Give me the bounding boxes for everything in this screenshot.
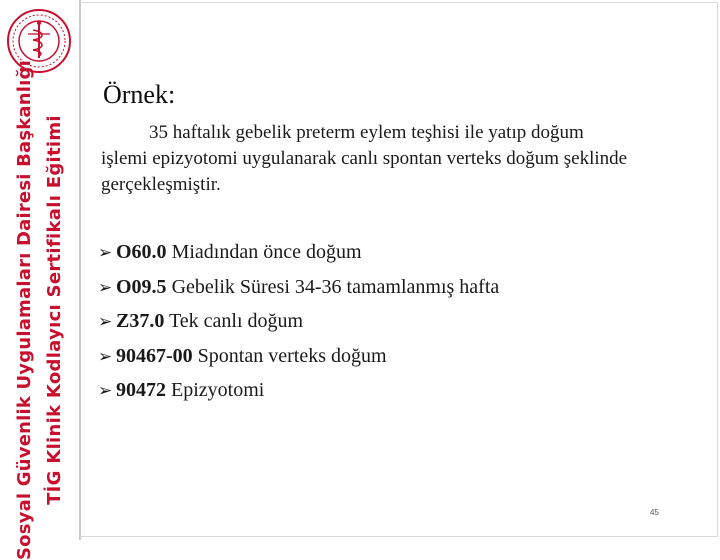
list-item (98, 236, 499, 271)
sidebar-title-line1: Sosyal Güvenlik Uygulamaları Dairesi Başkanlığı (14, 60, 35, 560)
sidebar-title-line2: TİG Klinik Kodlayıcı Sertifikalı Eğitimi (44, 115, 65, 505)
diagnosis-code: Z37.0 (116, 310, 165, 333)
procedure-code: 90467-00 (116, 344, 193, 367)
list-item (98, 271, 499, 306)
arrow-bullet-icon: ➢ (98, 346, 113, 367)
code-description: Gebelik Süresi 34-36 tamamlanmış hafta (166, 275, 500, 298)
page-number: 45 (650, 508, 659, 517)
code-list (98, 236, 499, 409)
diagnosis-code: O09.5 (116, 275, 167, 298)
slide-title: Örnek: (103, 80, 176, 109)
code-description: Epizyotomi (166, 379, 265, 402)
code-description: Spontan verteks doğum (192, 344, 387, 367)
list-item (98, 305, 499, 340)
paragraph-rest: işlemi epizyotomi uygulanarak canlı spontan verteks doğum şeklinde gerçekleşmiştir. (101, 148, 628, 195)
code-description: Miadından önce doğum (166, 241, 362, 263)
arrow-bullet-icon: ➢ (98, 381, 113, 402)
sidebar-vertical-title (10, 60, 70, 560)
list-item (98, 374, 499, 409)
list-item (98, 340, 499, 375)
example-paragraph (101, 120, 711, 198)
arrow-bullet-icon: ➢ (98, 312, 113, 333)
procedure-code: 90472 (116, 379, 166, 402)
arrow-bullet-icon: ➢ (98, 277, 113, 298)
arrow-bullet-icon: ➢ (98, 243, 113, 263)
code-description: Tek canlı doğum (164, 310, 304, 333)
paragraph-first-line: 35 haftalık gebelik preterm eylem teşhisi ile yatıp doğum (149, 122, 584, 143)
diagnosis-code: O60.0 (116, 241, 167, 263)
sidebar (0, 0, 80, 560)
